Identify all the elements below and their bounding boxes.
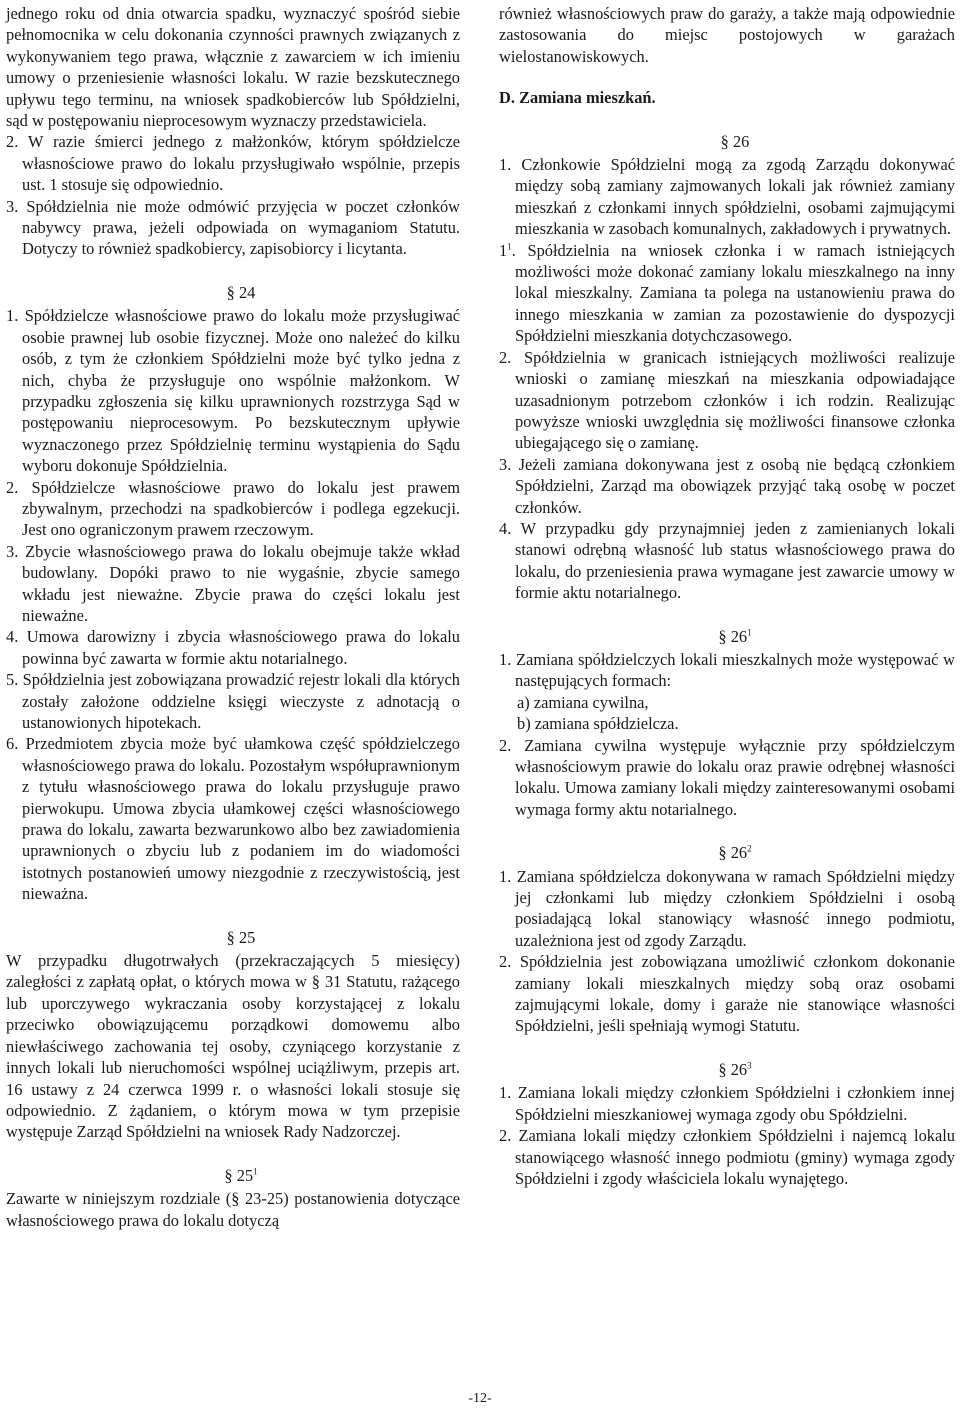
s24-item-1: 1. Spółdzielcze własnościowe prawo do lokalu może przysługiwać osobie prawnej lub osobie fizycznej. Może ono należeć do kilku osób, z tym że członkiem Spółdzielni może być tylko jedna z nich, chyba że przysługuje ono wspólnie małżonkom. W przypadku zgłoszenia się kilku uprawnionych rozstrzyga Sąd w postępowaniu nieprocesowym. Po bezskutecznym upływie wyznaczonego przez Spółdzielnię terminu wystąpienia do Sądu wyboru dokonuje Spółdzielnia.: [6, 306, 460, 476]
section-heading-26-3: [499, 1059, 955, 1080]
s26-item-3: 3. Jeżeli zamiana dokonywana jest z osobą nie będącą członkiem Spółdzielni, Zarząd ma obowiązek przyjąć taką osobę w poczet członków.: [499, 454, 955, 517]
section-heading-25-1: [6, 1165, 460, 1186]
s26-1-item-2: 2. Zamiana cywilna występuje wyłącznie przy spółdzielczym własnościowym prawie do lokalu oraz prawie odrębnej własności lokalu. Umowa zamiany lokali między zainteresowanymi osobami wymaga formy aktu notarialnego.: [499, 735, 955, 819]
right-column: [499, 3, 955, 1189]
s26-2-item-2: 2. Spółdzielnia jest zobowiązana umożliwić członkom dokonanie zamiany lokali mieszkalnych między sobą oraz osobami zajmującymi lokale, domy i garaże nie stanowiące własności Spółdzielni, jeśli spełniają wymogi Statutu.: [499, 952, 955, 1036]
superscript: 1: [253, 1166, 258, 1177]
s24-item-4: 4. Umowa darowizny i zbycia własnościowego prawa do lokalu powinna być zawarta w formie aktu notarialnego.: [6, 627, 460, 668]
page-number: -12-: [468, 1391, 492, 1406]
s25-1-paragraph: Zawarte w niniejszym rozdziale (§ 23-25) postanowienia dotyczące własnościowego prawa do lokalu dotyczą: [6, 1189, 460, 1230]
s26-item-1-1-text: . Spółdzielnia na wniosek członka i w ramach istniejących możliwości może dokonać zamiany lokalu mieszkalnego na inny lokal mieszkalny. Zamiana ta polega na ustanowieniu prawa do innego mieszkania w zamian za pozostawienie do dyspozycji Spółdzielni mieszkania dotychczasowego.: [511, 240, 955, 346]
s24-item-5: 5. Spółdzielnia jest zobowiązana prowadzić rejestr lokali dla których zostały założone oddzielne księgi wieczyste z adnotacją o ustanowionych hipotekach.: [6, 670, 460, 732]
s26-item-2: 2. Spółdzielnia w granicach istniejących możliwości realizuje wnioski o zamianę mieszkań na mieszkania odpowiadające uzasadnionym potrzebom członków i ich rodzin. Realizując powyższe wnioski uwzględnia się możliwości finansowe członka ubiegającego się o zamianę.: [499, 347, 955, 453]
paragraph-item-2: 2. W razie śmierci jednego z małżonków, którym spółdzielcze własnościowe prawo do lokalu przysługiwało wspólnie, przepis ust. 1 stosuje się odpowiednio.: [6, 132, 460, 195]
paragraph-continuation: jednego roku od dnia otwarcia spadku, wyznaczyć spośród siebie pełnomocnika w celu dokonania czynności prawnych związanych z wykonywaniem tego prawa, włącznie z zawarciem w ich imieniu umowy o przeniesienie własności lokalu. W razie bezskutecznego upływu tego terminu, na wniosek spadkobierców lub Spółdzielni, sąd w postępowaniu nieprocesowym wyznaczy przedstawiciela.: [6, 4, 460, 131]
left-column: [6, 3, 460, 1231]
s24-item-6: 6. Przedmiotem zbycia może być ułamkowa część spółdzielczego własnościowego prawa do lokalu. Pozostałym współuprawnionym z tytułu własnościowego prawa do lokalu przysługuje prawo pierwokupu. Umowa zbycia ułamkowej części własnościowego prawa do lokalu, zawarta bezwarunkowo albo bez zawiadomienia uprawnionych o zbyciu lub z podaniem im do wiadomości istotnych postanowień umowy niezgodnie z rzeczywistością, jest nieważna.: [6, 734, 460, 904]
paragraph-continuation-right: również własnościowych praw do garaży, a także mają odpowiednie zastosowania do miejsc postojowych w garażach wielostanowiskowych.: [499, 4, 955, 66]
section-heading-25-1-label: § 25: [224, 1165, 254, 1185]
s26-3-item-1: 1. Zamiana lokali między członkiem Spółdzielni i członkiem innej Spółdzielni mieszkaniowej wymaga zgody obu Spółdzielni.: [499, 1083, 955, 1124]
s26-1-sub-b: b) zamiana spółdzielcza.: [517, 714, 679, 734]
s26-item-4: 4. W przypadku gdy przynajmniej jeden z zamienianych lokali stanowi odrębną własność lub status własnościowego prawa do lokalu, do przeniesienia prawa wymagane jest zawarcie umowy w formie aktu notarialnego.: [499, 518, 955, 603]
paragraph-item-3: 3. Spółdzielnia nie może odmówić przyjęcia w poczet członków nabywcy prawa, jeżeli odpowiada on wymaganiom Statutu. Dotyczy to również spadkobiercy, zapisobiorcy i licytanta.: [6, 196, 460, 259]
section-heading-26-3-label: § 26: [718, 1059, 748, 1079]
section-heading-26-1-label: § 26: [718, 626, 748, 646]
s26-2-item-1: 1. Zamiana spółdzielcza dokonywana w ramach Spółdzielni między jej członkami lub między członkiem Spółdzielni i osobą posiadającą lokal stanowiący własność innego podmiotu, uzależniona jest od zgody Zarządu.: [499, 866, 955, 950]
s26-item-1-1-number: 1: [499, 240, 508, 260]
section-heading-26-2: [499, 842, 955, 863]
s26-3-item-2: 2. Zamiana lokali między członkiem Spółdzielni i najemcą lokalu stanowiącego własność innego podmiotu (gminy) wymaga zgody Spółdzielni i zgody właściciela lokalu wynajętego.: [499, 1126, 955, 1188]
section-heading-25: § 25: [226, 927, 256, 947]
s24-item-3: 3. Zbycie własnościowego prawa do lokalu obejmuje także wkład budowlany. Dopóki prawo to nie wygaśnie, zbycie samego wkładu jest nieważne. Zbycie prawa do części lokalu jest nieważne.: [6, 541, 460, 625]
superscript: 2: [747, 843, 752, 854]
section-heading-26-2-label: § 26: [718, 843, 748, 863]
superscript: 3: [747, 1060, 752, 1071]
heading-zamiana-mieszkan: D. Zamiana mieszkań.: [499, 88, 656, 108]
s26-1-item-1: 1. Zamiana spółdzielczych lokali mieszkalnych może występować w następujących formach:: [499, 649, 955, 691]
s26-item-1: 1. Członkowie Spółdzielni mogą za zgodą Zarządu dokonywać między sobą zamiany zajmowanych lokali jak również zamiany mieszkań z członkami innych spółdzielni, osobami zajmującymi mieszkania w zasobach komunalnych, zakładowych i prywatnych.: [499, 155, 955, 239]
s24-item-2: 2. Spółdzielcze własnościowe prawo do lokalu jest prawem zbywalnym, przechodzi na spadkobierców i podlega egzekucji. Jest ono ograniczonym prawem rzeczowym.: [6, 477, 460, 540]
section-heading-26-1: [499, 626, 955, 647]
s26-1-sub-a: a) zamiana cywilna,: [517, 692, 649, 712]
superscript: 1: [507, 241, 512, 252]
section-heading-26: § 26: [720, 131, 750, 151]
s26-item-1-1: [499, 240, 955, 347]
s25-paragraph: W przypadku długotrwałych (przekraczających 5 miesięcy) zaległości z zapłatą opłat, o których mowa w § 31 Statutu, rażącego lub uporczywego wykraczania osoby korzystającej z lokalu przeciwko obowiązującemu porządkowi domowemu albo niewłaściwego zachowania tej osoby, czyniącego korzystanie z innych lokali lub nieruchomości wspólnej uciążliwym, przepis art. 16 ustawy z 24 czerwca 1999 r. o własności lokali stosuje się odpowiednio. Z żądaniem, o którym mowa w tym przepisie występuje Zarząd Spółdzielni na wniosek Rady Nadzorczej.: [6, 951, 460, 1142]
superscript: 1: [747, 627, 752, 638]
section-heading-24: § 24: [226, 282, 256, 302]
